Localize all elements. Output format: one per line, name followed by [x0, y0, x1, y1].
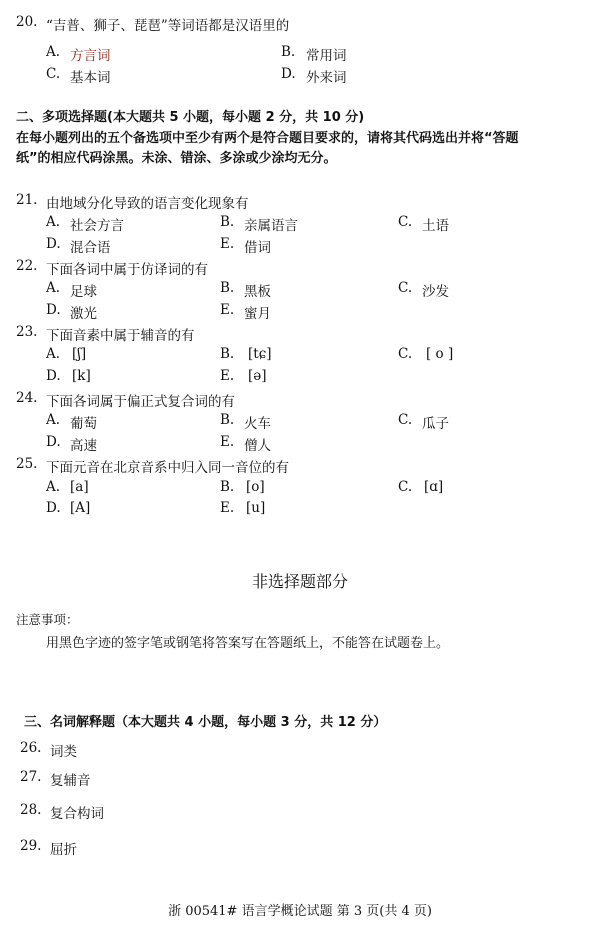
- option-text: 借词: [244, 240, 271, 256]
- option-text: 瓜子: [422, 416, 449, 432]
- option-text: 土语: [422, 218, 449, 234]
- question-number: 26.: [20, 740, 42, 756]
- option-text: 社会方言: [70, 218, 124, 234]
- question-22-options-row-1: [0, 280, 600, 300]
- question-23-options-row-1: [0, 346, 600, 366]
- option-text: [u]: [246, 500, 266, 516]
- question-number: 27.: [20, 769, 42, 785]
- option-label: E.: [220, 368, 235, 384]
- option-text: 火车: [244, 416, 271, 432]
- question-number: 25.: [16, 456, 38, 472]
- question-26: [0, 740, 600, 760]
- question-20: [0, 14, 600, 34]
- option-text: 混合语: [70, 240, 111, 256]
- option-label: D.: [46, 500, 61, 516]
- option-text: 外来词: [306, 70, 347, 86]
- option-label: D.: [46, 368, 61, 384]
- question-term: 词类: [50, 744, 77, 760]
- option-text: 蜜月: [244, 306, 271, 322]
- option-text: [A]: [70, 500, 91, 516]
- question-term: 复合构词: [50, 806, 104, 822]
- question-number: 23.: [16, 324, 38, 340]
- question-number: 22.: [16, 258, 38, 274]
- question-24-options-row-2: [0, 434, 600, 454]
- question-23-options-row-2: [0, 368, 600, 388]
- option-label: C.: [46, 66, 61, 82]
- option-text: 足球: [70, 284, 97, 300]
- question-stem: 下面各词中属于仿译词的有: [46, 262, 208, 278]
- question-27: [0, 769, 600, 789]
- option-label: C.: [398, 412, 413, 428]
- option-text: 沙发: [422, 284, 449, 300]
- question-number: 28.: [20, 802, 42, 818]
- option-label: B.: [220, 214, 235, 230]
- question-number: 29.: [20, 838, 42, 854]
- question-number: 21.: [16, 192, 38, 208]
- page-footer: 浙 00541# 语言学概论试题 第 3 页(共 4 页): [168, 904, 432, 919]
- question-28: [0, 802, 600, 822]
- option-label: E.: [220, 236, 235, 252]
- option-label: E.: [220, 302, 235, 318]
- option-label: B.: [220, 346, 235, 362]
- option-label: A.: [46, 479, 61, 495]
- question-21: [0, 192, 600, 212]
- question-22-options-row-2: [0, 302, 600, 322]
- question-stem: 下面元音在北京音系中归入同一音位的有: [46, 460, 289, 476]
- option-label: B.: [220, 280, 235, 296]
- option-text: 高速: [70, 438, 97, 454]
- question-stem: 下面各词属于偏正式复合词的有: [46, 394, 235, 410]
- option-text: 僧人: [244, 438, 271, 454]
- option-label: D.: [281, 66, 296, 82]
- question-22: [0, 258, 600, 278]
- option-text: [ʃ]: [72, 346, 87, 362]
- notes-heading: 注意事项：: [16, 612, 79, 627]
- section-2-heading: 二、多项选择题(本大题共 5 小题，每小题 2 分，共 10 分): [16, 110, 365, 125]
- question-24-options-row-1: [0, 412, 600, 432]
- question-number: 20.: [16, 14, 38, 30]
- option-text: [ o ]: [426, 346, 454, 362]
- option-text: [o]: [246, 479, 265, 495]
- option-label: A.: [46, 412, 61, 428]
- option-label: B.: [220, 479, 235, 495]
- part-title: 非选择题部分: [251, 572, 348, 591]
- question-25-options-row-1: [0, 479, 600, 499]
- question-29: [0, 838, 600, 858]
- option-label: A.: [46, 214, 61, 230]
- question-stem: “吉普、狮子、琵琶”等词语都是汉语里的: [46, 18, 290, 34]
- question-stem: 由地域分化导致的语言变化现象有: [46, 196, 249, 212]
- question-term: 复辅音: [50, 773, 91, 789]
- option-label: E.: [220, 500, 235, 516]
- option-text: 方言词: [70, 48, 111, 64]
- question-20-options-row-1: [0, 44, 600, 64]
- question-20-options-row-2: [0, 66, 600, 86]
- option-text: 黑板: [244, 284, 271, 300]
- section-2-instructions-line-2: 纸”的相应代码涂黑。未涂、错涂、多涂或少涂均无分。: [16, 151, 337, 166]
- option-label: D.: [46, 434, 61, 450]
- option-label: B.: [220, 412, 235, 428]
- option-label: D.: [46, 302, 61, 318]
- option-label: C.: [398, 280, 413, 296]
- option-text: [k]: [72, 368, 91, 384]
- question-number: 24.: [16, 390, 38, 406]
- section-3-heading: 三、名词解释题（本大题共 4 小题，每小题 3 分，共 12 分）: [24, 715, 387, 730]
- option-label: C.: [398, 479, 413, 495]
- option-text: 基本词: [70, 70, 111, 86]
- question-24: [0, 390, 600, 410]
- option-label: A.: [46, 346, 61, 362]
- section-2-instructions-line-1: 在每小题列出的五个备选项中至少有两个是符合题目要求的，请将其代码选出并将“答题: [16, 131, 519, 146]
- option-label: A.: [46, 280, 61, 296]
- option-label: E.: [220, 434, 235, 450]
- option-label: D.: [46, 236, 61, 252]
- option-text: [a]: [70, 479, 89, 495]
- question-stem: 下面音素中属于辅音的有: [46, 328, 195, 344]
- option-label: C.: [398, 346, 413, 362]
- option-text: 亲属语言: [244, 218, 298, 234]
- option-label: C.: [398, 214, 413, 230]
- question-term: 屈折: [50, 842, 77, 858]
- option-text: [ɑ]: [424, 479, 444, 495]
- question-25: [0, 456, 600, 476]
- question-21-options-row-1: [0, 214, 600, 234]
- question-25-options-row-2: [0, 500, 600, 520]
- option-label: A.: [46, 44, 61, 60]
- question-23: [0, 324, 600, 344]
- question-21-options-row-2: [0, 236, 600, 256]
- option-text: 葡萄: [70, 416, 97, 432]
- option-label: B.: [281, 44, 296, 60]
- option-text: 常用词: [306, 48, 347, 64]
- option-text: 激光: [70, 306, 97, 322]
- option-text: [ə]: [248, 368, 267, 384]
- notes-text: 用黑色字迹的签字笔或钢笔将答案写在答题纸上，不能答在试题卷上。: [46, 636, 450, 651]
- option-text: [tɕ]: [248, 346, 272, 362]
